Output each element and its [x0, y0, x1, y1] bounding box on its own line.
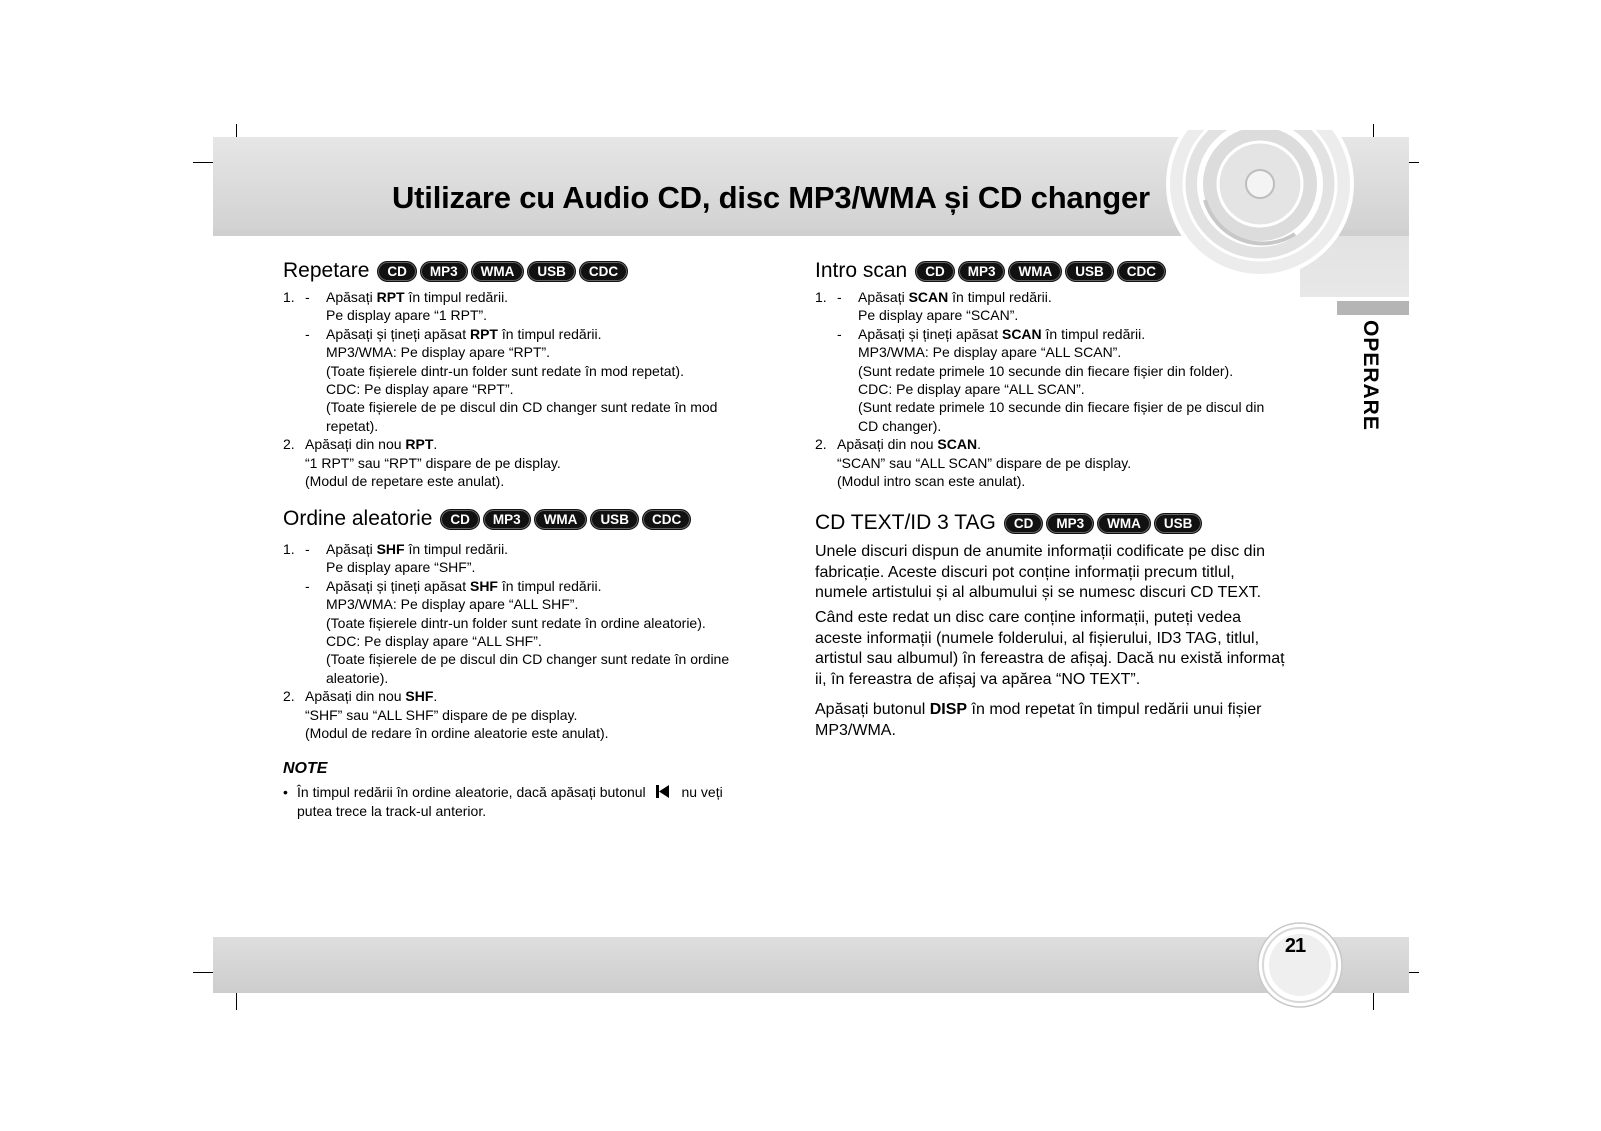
key-label: SHF	[376, 541, 405, 557]
side-tab-bar	[1337, 301, 1409, 315]
badge-usb: USB	[1154, 513, 1203, 534]
step-number: 2.	[283, 688, 295, 705]
step-text	[837, 435, 981, 453]
step-line: repetat).	[326, 417, 379, 434]
paragraph-line: numele artistului și al albumului și se numesc discuri CD TEXT.	[815, 584, 1262, 602]
step-line: MP3/WMA: Pe display apare “ALL SCAN”.	[858, 344, 1122, 361]
note-text-part: nu veți	[681, 784, 723, 800]
step-text-part: Apăsați și țineți apăsat	[326, 577, 470, 594]
step-dash: -	[837, 289, 842, 305]
note-line: putea trece la track-ul anterior.	[297, 803, 487, 819]
aleatorie-heading	[283, 507, 694, 531]
page-title: Utilizare cu Audio CD, disc MP3/WMA și CD changer	[392, 180, 1150, 215]
step-line	[283, 540, 783, 558]
step-line: aleatorie).	[326, 669, 389, 686]
badge-wma: WMA	[1008, 261, 1062, 282]
page-number-badge-icon	[1255, 920, 1345, 1010]
key-label: SCAN	[908, 289, 949, 305]
step-text-part: Apăsați din nou	[837, 436, 938, 453]
key-label: RPT	[469, 325, 498, 342]
badge-cdc: CDC	[1117, 261, 1166, 282]
step-text	[326, 577, 601, 595]
step-dash: -	[305, 541, 310, 557]
cdtext-paragraph-2	[815, 608, 1335, 690]
step-line	[283, 435, 783, 453]
paragraph-line: artistul sau albumul) în fereastra de afișaj. Dacă nu există informaț	[815, 650, 1285, 668]
aleatorie-title: Ordine aleatorie	[283, 507, 433, 530]
step-line: “SCAN” sau “ALL SCAN” dispare de pe display.	[837, 454, 1132, 471]
badge-mp3: MP3	[1046, 513, 1094, 534]
step-text	[326, 325, 601, 343]
step-text-part: Apăsați și țineți apăsat	[858, 325, 1002, 342]
page-number: 21	[1284, 935, 1306, 957]
step-line	[283, 577, 783, 595]
badge-wma: WMA	[471, 261, 525, 282]
disc-decoration-icon	[1165, 130, 1355, 310]
note-text-part: În timpul redării în ordine aleatorie, dacă apăsați butonul	[297, 784, 646, 800]
repetare-heading	[283, 259, 631, 283]
badge-cd: CD	[377, 261, 417, 282]
badge-usb: USB	[590, 509, 639, 530]
step-dash: -	[305, 577, 310, 594]
step-line	[815, 325, 1325, 343]
step-text	[305, 435, 437, 453]
side-section-label: OPERARE	[1359, 320, 1382, 431]
step-text	[858, 288, 1052, 306]
step-line: (Toate fișierele de pe discul din CD changer sunt redate în mod	[326, 399, 718, 416]
paragraph-text-part: în mod repetat în timpul redării unui fișier	[967, 701, 1262, 718]
paragraph-line: Când este redat un disc care conține informații, puteți vedea	[815, 609, 1242, 626]
step-text-part: Apăsați și țineți apăsat	[326, 325, 470, 342]
badge-usb: USB	[527, 261, 576, 282]
paragraph-text-part: Apăsați butonul	[815, 701, 930, 718]
paragraph-line	[815, 700, 1335, 721]
step-text	[326, 288, 508, 306]
badge-wma: WMA	[1097, 513, 1151, 534]
step-text-part: Apăsați din nou	[305, 688, 406, 705]
key-label: SCAN	[1001, 325, 1042, 342]
badge-cd: CD	[440, 509, 480, 530]
step-line: (Toate fișierele dintr-un folder sunt redate în ordine aleatorie).	[326, 614, 706, 631]
paragraph-line: Unele discuri dispun de anumite informații codificate pe disc din	[815, 543, 1266, 560]
badge-cd: CD	[1004, 513, 1044, 534]
badge-mp3: MP3	[958, 261, 1006, 282]
badge-cd: CD	[915, 261, 955, 282]
step-text	[305, 687, 437, 705]
skip-previous-icon	[656, 785, 670, 798]
badge-mp3: MP3	[420, 261, 468, 282]
step-dash: -	[837, 325, 842, 342]
step-number: 2.	[815, 436, 827, 453]
key-label: RPT	[405, 436, 434, 453]
intro-heading	[815, 259, 1169, 283]
step-line: Pe display apare “SHF”.	[326, 559, 476, 576]
footer-band	[213, 937, 1409, 993]
paragraph-line: ii, în fereastra de afișaj va apărea “NO TEXT”.	[815, 670, 1141, 688]
step-line: (Toate fișierele dintr-un folder sunt redate în mod repetat).	[326, 362, 684, 379]
step-text-part: în timpul redării.	[404, 541, 509, 557]
cdtext-paragraph-3	[815, 700, 1335, 741]
step-line	[815, 288, 1325, 306]
badge-cdc: CDC	[579, 261, 628, 282]
step-line: MP3/WMA: Pe display apare “ALL SHF”.	[326, 596, 579, 613]
step-text-part: în timpul redării.	[948, 289, 1052, 305]
step-dash: -	[305, 289, 310, 305]
step-line: “SHF” sau “ALL SHF” dispare de pe display.	[305, 706, 578, 723]
step-text-part: .	[433, 436, 438, 453]
step-text	[858, 325, 1145, 343]
step-number: 1.	[815, 289, 827, 305]
badge-usb: USB	[1065, 261, 1114, 282]
step-text-part: Apăsați	[858, 289, 909, 305]
step-text-part: Apăsați din nou	[305, 436, 406, 453]
repetare-steps	[283, 288, 783, 490]
step-line	[283, 288, 783, 306]
bullet: •	[283, 784, 288, 800]
cdtext-heading	[815, 511, 1205, 535]
step-line: (Modul de repetare este anulat).	[305, 473, 505, 490]
note-line	[283, 783, 793, 802]
key-label: SHF	[405, 688, 434, 705]
step-text-part: Apăsați	[326, 541, 377, 557]
step-line	[283, 687, 783, 705]
note-text	[283, 783, 793, 821]
intro-title: Intro scan	[815, 259, 908, 282]
paragraph-line: MP3/WMA.	[815, 721, 896, 739]
key-label: SHF	[469, 577, 498, 594]
step-line: Pe display apare “1 RPT”.	[326, 307, 488, 324]
step-number: 2.	[283, 436, 295, 453]
step-line: (Sunt redate primele 10 secunde din fiecare fișier de pe discul din	[858, 399, 1265, 416]
step-line: (Modul intro scan este anulat).	[837, 473, 1026, 490]
step-line: (Modul de redare în ordine aleatorie este anulat).	[305, 725, 609, 742]
cdtext-title: CD TEXT/ID 3 TAG	[815, 511, 996, 534]
aleatorie-steps	[283, 540, 783, 742]
step-line: CDC: Pe display apare “RPT”.	[326, 381, 514, 398]
step-line: (Toate fișierele de pe discul din CD changer sunt redate în ordine	[326, 651, 730, 668]
key-label: RPT	[376, 289, 405, 305]
intro-steps	[815, 288, 1325, 490]
step-text	[326, 540, 508, 558]
step-line: CDC: Pe display apare “ALL SHF”.	[326, 633, 542, 650]
step-line: “1 RPT” sau “RPT” dispare de pe display.	[305, 454, 561, 471]
step-text-part: în timpul redării.	[497, 577, 602, 594]
step-line: CD changer).	[858, 417, 942, 434]
step-number: 1.	[283, 541, 295, 557]
step-text-part: în timpul redării.	[404, 289, 509, 305]
step-line: Pe display apare “SCAN”.	[858, 307, 1019, 324]
key-label: DISP	[929, 701, 968, 718]
badge-wma: WMA	[534, 509, 588, 530]
step-text-part: .	[977, 436, 981, 453]
step-text-part: .	[433, 688, 438, 705]
paragraph-line: fabricație. Aceste discuri pot conține informații precum titlul,	[815, 563, 1235, 581]
step-line	[815, 435, 1325, 453]
step-text-part: Apăsați	[326, 289, 377, 305]
step-number: 1.	[283, 289, 295, 305]
repetare-title: Repetare	[283, 259, 370, 282]
paragraph-line: aceste informații (numele folderului, al fișierului, ID3 TAG, titlul,	[815, 629, 1260, 647]
note-label: NOTE	[283, 760, 328, 777]
badge-cdc: CDC	[642, 509, 691, 530]
step-line: MP3/WMA: Pe display apare “RPT”.	[326, 344, 551, 361]
step-text-part: în timpul redării.	[1041, 325, 1146, 342]
step-line: (Sunt redate primele 10 secunde din fiecare fișier din folder).	[858, 362, 1234, 379]
step-line	[283, 325, 783, 343]
key-label: SCAN	[937, 436, 978, 453]
cdtext-paragraph-1	[815, 542, 1335, 604]
badge-mp3: MP3	[483, 509, 531, 530]
step-text-part: în timpul redării.	[497, 325, 602, 342]
step-line: CDC: Pe display apare “ALL SCAN”.	[858, 381, 1085, 398]
step-dash: -	[305, 325, 310, 342]
